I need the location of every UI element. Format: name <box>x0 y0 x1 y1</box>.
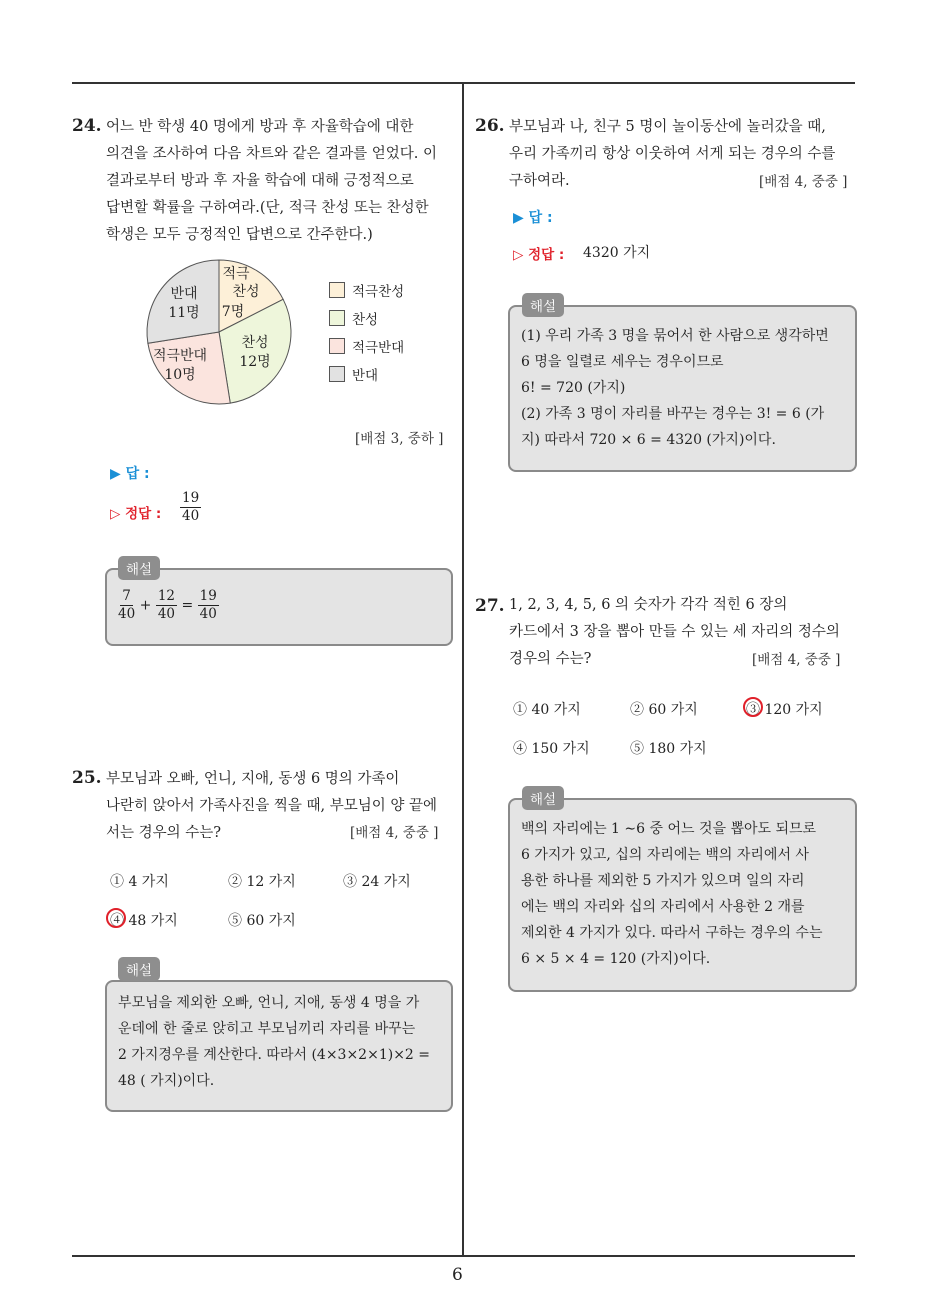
pie-slice-label: 적극반대 <box>152 348 208 364</box>
option-5[interactable]: ⑤ 180 가지 <box>630 741 707 757</box>
bottom-rule <box>72 1255 855 1257</box>
page-number: 6 <box>452 1265 463 1285</box>
option-5[interactable]: ⑤ 60 가지 <box>228 913 296 929</box>
pie-slice-value: 11명 <box>168 305 200 321</box>
legend-swatch <box>329 282 345 298</box>
selected-answer-mark <box>743 697 763 717</box>
pie-slice-value: 12명 <box>239 354 271 370</box>
pie-slice-value: 7명 <box>221 304 245 320</box>
pie-slice-value: 10명 <box>164 367 196 383</box>
explanation-formula: $\frac{7}{40}$ + $\frac{12}{40}$ = $\frac{19}{40}$ <box>118 588 217 622</box>
option-2[interactable]: ② 60 가지 <box>630 702 698 718</box>
option-4[interactable]: ④ 150 가지 <box>513 741 590 757</box>
legend-swatch <box>329 366 345 382</box>
pie-chart <box>140 252 305 412</box>
question-number: 24. <box>72 116 102 136</box>
question-text: 1, 2, 3, 4, 5, 6 의 숫자가 각각 적힌 6 장의 카드에서 3 장을 뽑아 만들 수 있는 세 자리의 정수의 경우의 수는? <box>509 597 840 667</box>
selected-answer-mark <box>106 908 126 928</box>
option-3[interactable]: ③ 120 가지 <box>746 702 823 718</box>
explanation-tag: 해설 <box>522 293 564 317</box>
top-rule <box>72 82 855 84</box>
question-text: 부모님과 나, 친구 5 명이 놀이동산에 놀러갔을 때, 우리 가족끼리 항상 이웃하여 서게 되는 경우의 수를 구하여라. <box>509 119 836 189</box>
explanation-tag: 해설 <box>118 556 160 580</box>
correct-answer-fraction: $\frac{19}{40}$ <box>182 490 200 524</box>
score-meta: [배점 4, 중중 ] <box>752 652 841 668</box>
legend-swatch <box>329 310 345 326</box>
option-2[interactable]: ② 12 가지 <box>228 874 296 890</box>
explanation-text: 백의 자리에는 1 ∼6 중 어느 것을 뽑아도 되므로 6 가지가 있고, 십의 자리에는 백의 자리에서 사 용한 하나를 제외한 5 가지가 있으며 일의 자리 에는 백의 자리와 십의 자리에서 사용한 2 개를 제외한 4 가지가 있다. 따라서 구하는 경우의 수는 6 × 5 × 4 = 120 (가지)이다. <box>521 821 823 967</box>
correct-answer-label: ▷ 정답 : <box>513 247 565 263</box>
option-1[interactable]: ① 40 가지 <box>513 702 581 718</box>
explanation-text: 부모님을 제외한 오빠, 언니, 지애, 동생 4 명을 가 운데에 한 줄로 앉히고 부모님끼리 자리를 바꾸는 2 가지경우를 계산한다. 따라서 (4×3×2×1)×2 = 48 ( 가지)이다. <box>118 995 431 1089</box>
question-text: 어느 반 학생 40 명에게 방과 후 자율학습에 대한 의견을 조사하여 다음 차트와 같은 결과를 얻었다. 이 결과로부터 방과 후 자율 학습에 대해 긍정적으로 답변할 확률을 구하여라.(단, 적극 찬성 또는 찬성한 학생은 모두 긍정적인 답변으로 간주한다.) <box>106 119 438 243</box>
legend-label: 적극반대 <box>352 340 405 356</box>
pie-slice-label: 찬성 <box>241 335 269 351</box>
question-number: 25. <box>72 768 102 788</box>
pie-slice-label: 찬성 <box>232 284 260 300</box>
answer-label: ▶ 답 : <box>513 210 553 226</box>
legend-label: 반대 <box>352 368 379 384</box>
legend-label: 찬성 <box>352 312 379 328</box>
correct-answer-label: ▷ 정답 : <box>110 506 162 522</box>
explanation-text: (1) 우리 가족 3 명을 묶어서 한 사람으로 생각하면 6 명을 일렬로 세우는 경우이므로 6! = 720 (가지) (2) 가족 3 명이 자리를 바꾸는 경우는 3! = 6 (가 지) 따라서 720 × 6 = 4320 (가지)이다. <box>521 328 829 448</box>
score-meta: [배점 3, 중하 ] <box>355 431 444 447</box>
column-divider <box>462 84 464 1256</box>
question-number: 26. <box>475 116 505 136</box>
score-meta: [배점 4, 중중 ] <box>759 174 848 190</box>
question-number: 27. <box>475 596 505 616</box>
answer-label: ▶ 답 : <box>110 466 150 482</box>
pie-slice-label: 반대 <box>170 286 198 302</box>
correct-answer-value: 4320 가지 <box>583 245 651 261</box>
pie-slice-label: 적극 <box>222 266 250 282</box>
legend-swatch <box>329 338 345 354</box>
score-meta: [배점 4, 중중 ] <box>350 825 439 841</box>
option-1[interactable]: ① 4 가지 <box>110 874 169 890</box>
explanation-tag: 해설 <box>522 786 564 810</box>
explanation-tag: 해설 <box>118 957 160 981</box>
legend-label: 적극찬성 <box>352 284 405 300</box>
option-3[interactable]: ③ 24 가지 <box>343 874 411 890</box>
question-text: 부모님과 오빠, 언니, 지애, 동생 6 명의 가족이 나란히 앉아서 가족사진을 찍을 때, 부모님이 양 끝에 서는 경우의 수는? <box>106 771 438 841</box>
option-4[interactable]: ④ 48 가지 <box>110 913 178 929</box>
